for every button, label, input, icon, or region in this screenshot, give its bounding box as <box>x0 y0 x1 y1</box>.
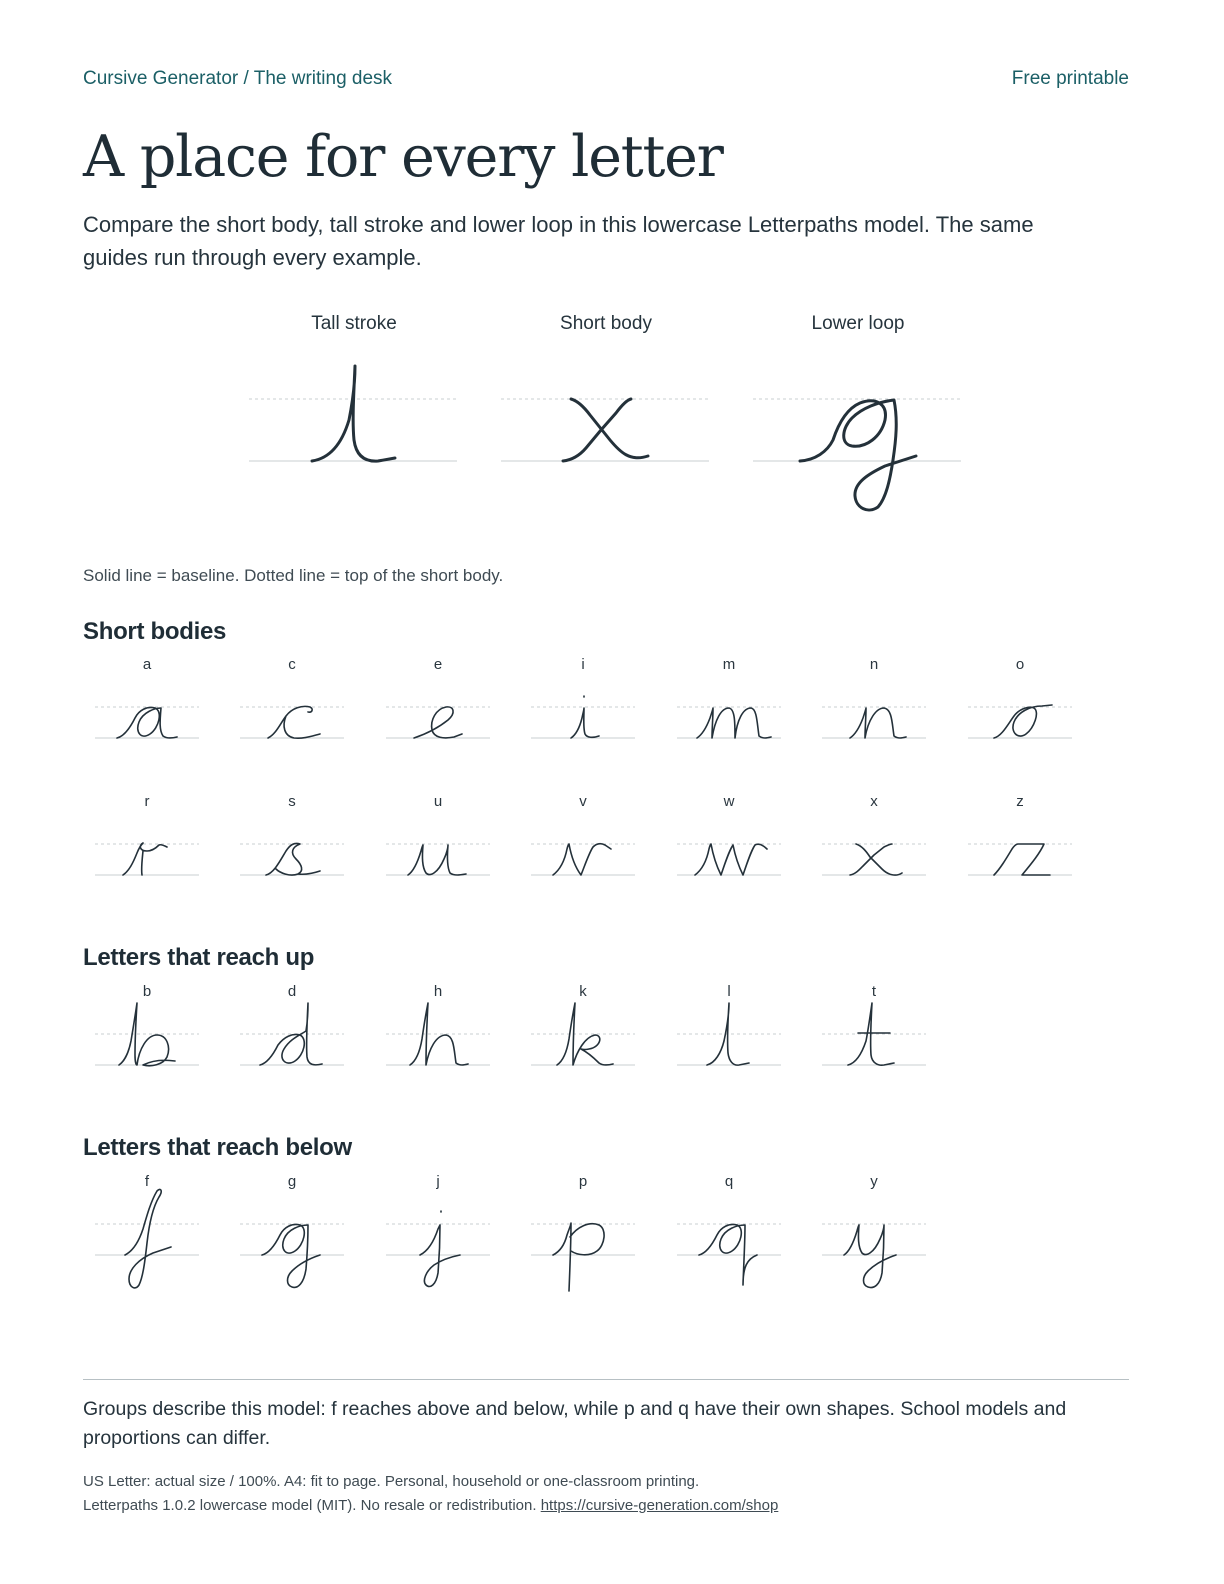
letter-cell-z <box>968 805 1072 925</box>
hero-guides-short <box>501 399 709 461</box>
top-bar <box>83 66 1129 92</box>
letter-cell-o <box>968 668 1072 788</box>
letter-cell-w <box>677 805 781 925</box>
letter-label-l: l <box>727 983 731 1000</box>
hero-label-short: Short body <box>560 313 652 334</box>
letter-cell-t <box>822 995 926 1115</box>
letter-label-w: w <box>723 793 735 810</box>
license-text: Letterpaths 1.0.2 lowercase model (MIT). No resale or redistribution. <box>83 1497 537 1514</box>
glyph-p <box>553 1223 604 1291</box>
letter-label-z: z <box>1016 793 1024 810</box>
license-line <box>83 1497 778 1514</box>
letter-label-f: f <box>144 1173 150 1190</box>
letter-cell-x <box>822 805 926 925</box>
glyph-x <box>850 844 902 875</box>
letter-cell-m <box>677 668 781 788</box>
free-printable-link[interactable]: Free printable <box>1011 68 1129 89</box>
hero-letter-models <box>0 340 1224 530</box>
letter-cell-p <box>531 1185 635 1305</box>
letter-cell-r <box>95 805 199 925</box>
glyph-z <box>994 844 1050 875</box>
page-title: A place for every letter <box>83 124 723 190</box>
letter-cell-s <box>240 805 344 925</box>
glyph-s <box>266 843 320 875</box>
glyph-g <box>262 1224 320 1287</box>
letter-cell-l <box>677 995 781 1115</box>
glyph-y <box>844 1225 896 1287</box>
letter-label-k: k <box>579 983 587 1000</box>
glyph-e <box>414 707 462 738</box>
letter-label-q: q <box>724 1173 734 1190</box>
breadcrumb[interactable]: Cursive Generator / The writing desk <box>83 68 393 89</box>
letter-cell-n <box>822 668 926 788</box>
hero-guides-lower <box>753 399 961 461</box>
section-title-short: Short bodies <box>83 618 227 645</box>
hero-label-lower: Lower loop <box>811 313 905 334</box>
letter-cell-a <box>95 668 199 788</box>
shop-link[interactable]: https://cursive-generation.com/shop <box>540 1497 779 1514</box>
hero-label-tall: Tall stroke <box>311 313 397 334</box>
letter-cell-d <box>240 995 344 1115</box>
letter-label-b: b <box>142 983 152 1000</box>
letter-label-v: v <box>579 793 587 810</box>
letter-label-m: m <box>722 656 736 673</box>
glyph-i <box>571 696 599 738</box>
letter-label-o: o <box>1015 656 1025 673</box>
letter-label-d: d <box>287 983 297 1000</box>
guide-caption: Solid line = baseline. Dotted line = top of the short body. <box>83 566 504 585</box>
glyph-w <box>695 844 767 875</box>
letter-cell-g <box>240 1185 344 1305</box>
letter-label-i: i <box>581 656 585 673</box>
lead-paragraph: Compare the short body, tall stroke and lower loop in this lowercase Letterpaths model. The same guides run through every example. <box>83 212 1034 270</box>
letter-cell-i <box>531 668 635 788</box>
glyph-u <box>408 845 466 875</box>
glyph-o <box>994 705 1052 738</box>
letter-label-t: t <box>871 983 877 1000</box>
footer-note: Groups describe this model: f reaches above and below, while p and q have their own shapes. School models and proportions can differ. <box>83 1398 1067 1449</box>
letter-cell-c <box>240 668 344 788</box>
letter-cell-h <box>386 995 490 1115</box>
letter-cell-q <box>677 1185 781 1305</box>
section-title-below: Letters that reach below <box>83 1134 352 1161</box>
glyph-n <box>850 708 906 738</box>
glyph-a <box>117 707 177 738</box>
hero-glyph-l <box>312 366 395 461</box>
letter-cell-y <box>822 1185 926 1305</box>
print-instructions: US Letter: actual size / 100%. A4: fit to page. Personal, household or one-classroom printing. <box>83 1473 700 1490</box>
footer-divider <box>83 1379 1129 1380</box>
letter-label-a: a <box>142 656 152 673</box>
letter-cell-e <box>386 668 490 788</box>
letter-label-c: c <box>288 656 296 673</box>
hero-glyph-x <box>563 399 648 461</box>
letter-label-y: y <box>870 1173 878 1190</box>
glyph-f <box>125 1189 171 1287</box>
letter-label-j: j <box>436 1173 440 1190</box>
letter-cell-b <box>95 995 199 1115</box>
letter-cell-v <box>531 805 635 925</box>
letter-label-e: e <box>433 656 443 673</box>
letter-cell-j <box>386 1185 490 1305</box>
letter-label-x: x <box>870 793 878 810</box>
glyph-m <box>697 708 771 738</box>
section-title-up: Letters that reach up <box>83 944 315 971</box>
glyph-r <box>123 843 167 875</box>
letter-label-u: u <box>433 793 443 810</box>
glyph-c <box>268 706 320 738</box>
letter-label-p: p <box>578 1173 588 1190</box>
glyph-v <box>553 844 611 875</box>
letter-label-h: h <box>433 983 443 1000</box>
letter-label-r: r <box>144 793 150 810</box>
letter-label-s: s <box>288 793 296 810</box>
letter-cell-f <box>95 1185 199 1305</box>
hero-glyph-g <box>800 400 916 510</box>
letter-label-n: n <box>869 656 879 673</box>
letter-cell-u <box>386 805 490 925</box>
letter-label-g: g <box>287 1173 297 1190</box>
glyph-j <box>420 1211 460 1287</box>
letter-cell-k <box>531 995 635 1115</box>
